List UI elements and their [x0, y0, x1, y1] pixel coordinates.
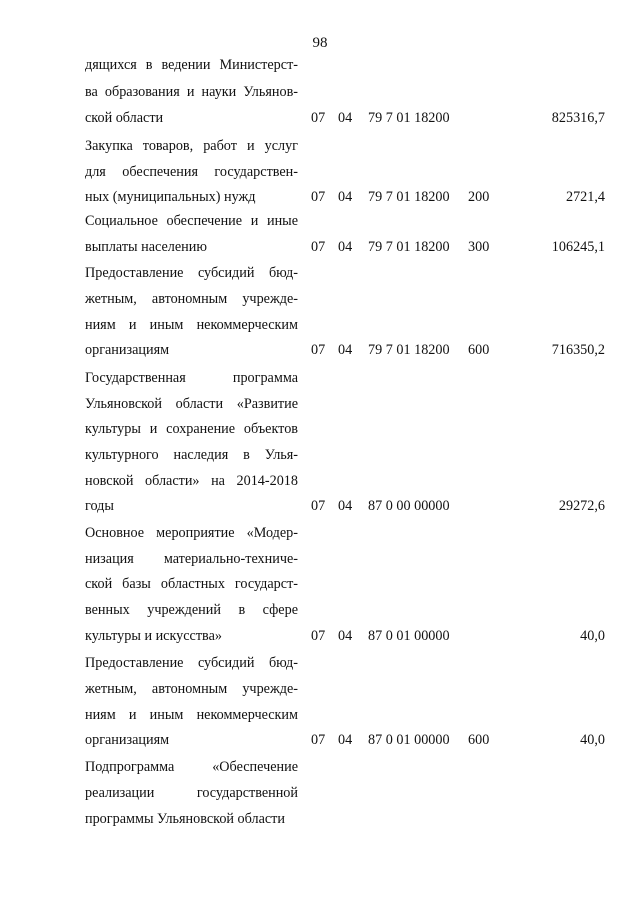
row-description-line: Социальное обеспечение и иные [85, 213, 298, 229]
section-code: 07 [311, 498, 326, 514]
row-description-line: реализации государственной [85, 785, 298, 801]
row-description-line: для обеспечения государствен- [85, 164, 298, 180]
row-description-line: организациям [85, 732, 170, 748]
row-description-line: жетным, автономным учрежде- [85, 291, 298, 307]
target-article-code: 79 7 01 18200 [368, 342, 450, 358]
row-description-line: ниям и иным некоммерческим [85, 707, 298, 723]
row-description-line: Закупка товаров, работ и услуг [85, 138, 298, 154]
row-description-line: низация материально-техниче- [85, 551, 298, 567]
expense-type-code: 300 [468, 239, 490, 255]
amount: 825316,7 [551, 110, 605, 126]
row-description-line: ской области [85, 110, 164, 126]
row-description-line: программы Ульяновской области [85, 811, 285, 827]
row-description-line: Предоставление субсидий бюд- [85, 655, 298, 671]
row-description-line: Государственная программа [85, 370, 298, 386]
row-description-line: ской базы областных государст- [85, 576, 298, 592]
amount: 106245,1 [551, 239, 605, 255]
row-description-line: дящихся в ведении Министерст- [85, 57, 298, 73]
section-code: 07 [311, 732, 326, 748]
subsection-code: 04 [338, 498, 353, 514]
subsection-code: 04 [338, 342, 353, 358]
row-description-line: Подпрограмма «Обеспечение [85, 759, 298, 775]
row-description-line: ниям и иным некоммерческим [85, 317, 298, 333]
amount: 40,0 [580, 628, 605, 644]
expense-type-code: 200 [468, 189, 490, 205]
row-description-line: венных учреждений в сфере [85, 602, 298, 618]
target-article-code: 79 7 01 18200 [368, 239, 450, 255]
subsection-code: 04 [338, 110, 353, 126]
amount: 29272,6 [558, 498, 605, 514]
section-code: 07 [311, 110, 326, 126]
page-number: 98 [312, 35, 328, 51]
section-code: 07 [311, 342, 326, 358]
row-description-line: ва образования и науки Ульянов- [85, 84, 298, 100]
section-code: 07 [311, 239, 326, 255]
row-description-line: новской области» на 2014-2018 [85, 473, 298, 489]
target-article-code: 87 0 00 00000 [368, 498, 450, 514]
subsection-code: 04 [338, 732, 353, 748]
row-description-line: Предоставление субсидий бюд- [85, 265, 298, 281]
row-description-line: культуры и сохранение объектов [85, 421, 298, 437]
row-description-line: организациям [85, 342, 170, 358]
section-code: 07 [311, 628, 326, 644]
amount: 40,0 [580, 732, 605, 748]
amount: 2721,4 [565, 189, 605, 205]
target-article-code: 79 7 01 18200 [368, 189, 450, 205]
row-description-line: Ульяновской области «Развитие [85, 396, 298, 412]
row-description-line: ных (муниципальных) нужд [85, 189, 256, 205]
target-article-code: 79 7 01 18200 [368, 110, 450, 126]
row-description-line: жетным, автономным учрежде- [85, 681, 298, 697]
subsection-code: 04 [338, 628, 353, 644]
row-description-line: выплаты населению [85, 239, 207, 255]
amount: 716350,2 [551, 342, 605, 358]
row-description-line: культурного наследия в Улья- [85, 447, 298, 463]
expense-type-code: 600 [468, 732, 490, 748]
row-description-line: Основное мероприятие «Модер- [85, 525, 298, 541]
section-code: 07 [311, 189, 326, 205]
target-article-code: 87 0 01 00000 [368, 628, 450, 644]
row-description-line: культуры и искусства» [85, 628, 222, 644]
row-description-line: годы [85, 498, 114, 514]
subsection-code: 04 [338, 239, 353, 255]
target-article-code: 87 0 01 00000 [368, 732, 450, 748]
expense-type-code: 600 [468, 342, 490, 358]
subsection-code: 04 [338, 189, 353, 205]
